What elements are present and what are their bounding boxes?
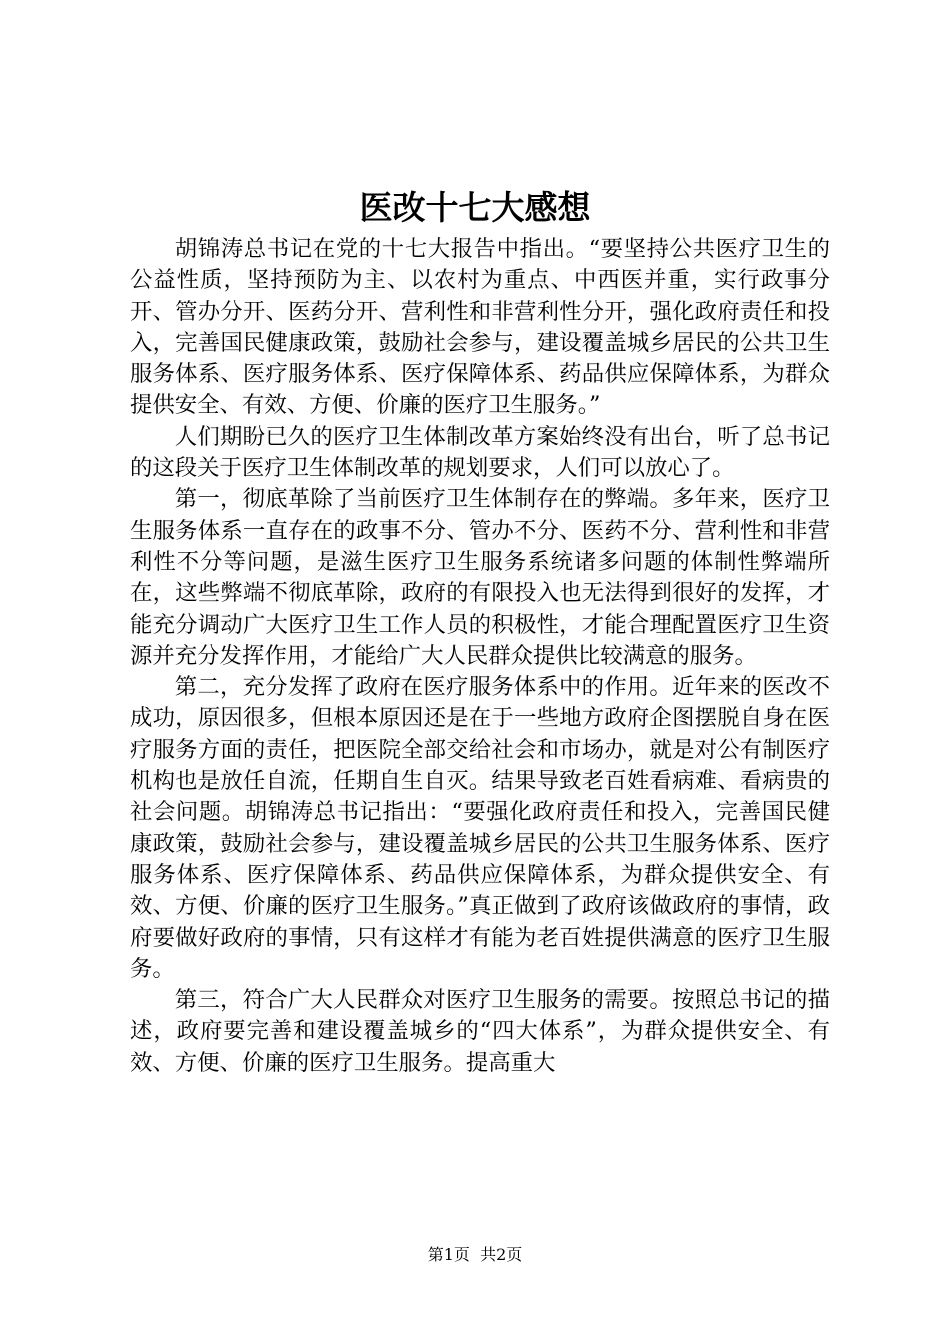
paragraph-5: 第三，符合广大人民群众对医疗卫生服务的需要。按照总书记的描述，政府要完善和建设覆盖城乡的“四大体系”，为群众提供安全、有效、方便、价廉的医疗卫生服务。提高重大 (130, 987, 830, 1076)
page-footer (0, 1244, 950, 1266)
paragraph-1: 胡锦涛总书记在党的十七大报告中指出。“要坚持公共医疗卫生的公益性质，坚持预防为主、以农村为重点、中西医并重，实行政事分开、管办分开、医药分开、营利性和非营利性分开，强化政府责任和投入，完善国民健康政策，鼓励社会参与，建设覆盖城乡居民的公共卫生服务体系、医疗服务体系、医疗保障体系、药品供应保障体系，为群众提供安全、有效、方便、价廉的医疗卫生服务。” (130, 236, 830, 419)
document-body (130, 234, 830, 1079)
paragraph-2: 人们期盼已久的医疗卫生体制改革方案始终没有出台，听了总书记的这段关于医疗卫生体制改革的规划要求，人们可以放心了。 (130, 423, 830, 482)
page-total: 共2页 (480, 1245, 523, 1264)
paragraph-3: 第一，彻底革除了当前医疗卫生体制存在的弊端。多年来，医疗卫生服务体系一直存在的政事不分、管办不分、医药不分、营利性和非营利性不分等问题，是滋生医疗卫生服务系统诸多问题的体制性弊端所在，这些弊端不彻底革除，政府的有限投入也无法得到很好的发挥，才能充分调动广大医疗卫生工作人员的积极性，才能合理配置医疗卫生资源并充分发挥作用，才能给广大人民群众提供比较满意的服务。 (130, 486, 830, 669)
paragraph-4: 第二，充分发挥了政府在医疗服务体系中的作用。近年来的医改不成功，原因很多，但根本原因还是在于一些地方政府企图摆脱自身在医疗服务方面的责任，把医院全部交给社会和市场办，就是对公有制医疗机构也是放任自流，任期自生自灭。结果导致老百姓看病难、看病贵的社会问题。胡锦涛总书记指出：“要强化政府责任和投入，完善国民健康政策，鼓励社会参与，建设覆盖城乡居民的公共卫生服务体系、医疗服务体系、医疗保障体系、药品供应保障体系，为群众提供安全、有效、方便、价廉的医疗卫生服务。”真正做到了政府该做政府的事情，政府要做好政府的事情，只有这样才有能为老百姓提供满意的医疗卫生服务。 (130, 674, 830, 982)
document-title: 医改十七大感想 (359, 188, 591, 227)
page-number: 第1页 (427, 1245, 470, 1264)
